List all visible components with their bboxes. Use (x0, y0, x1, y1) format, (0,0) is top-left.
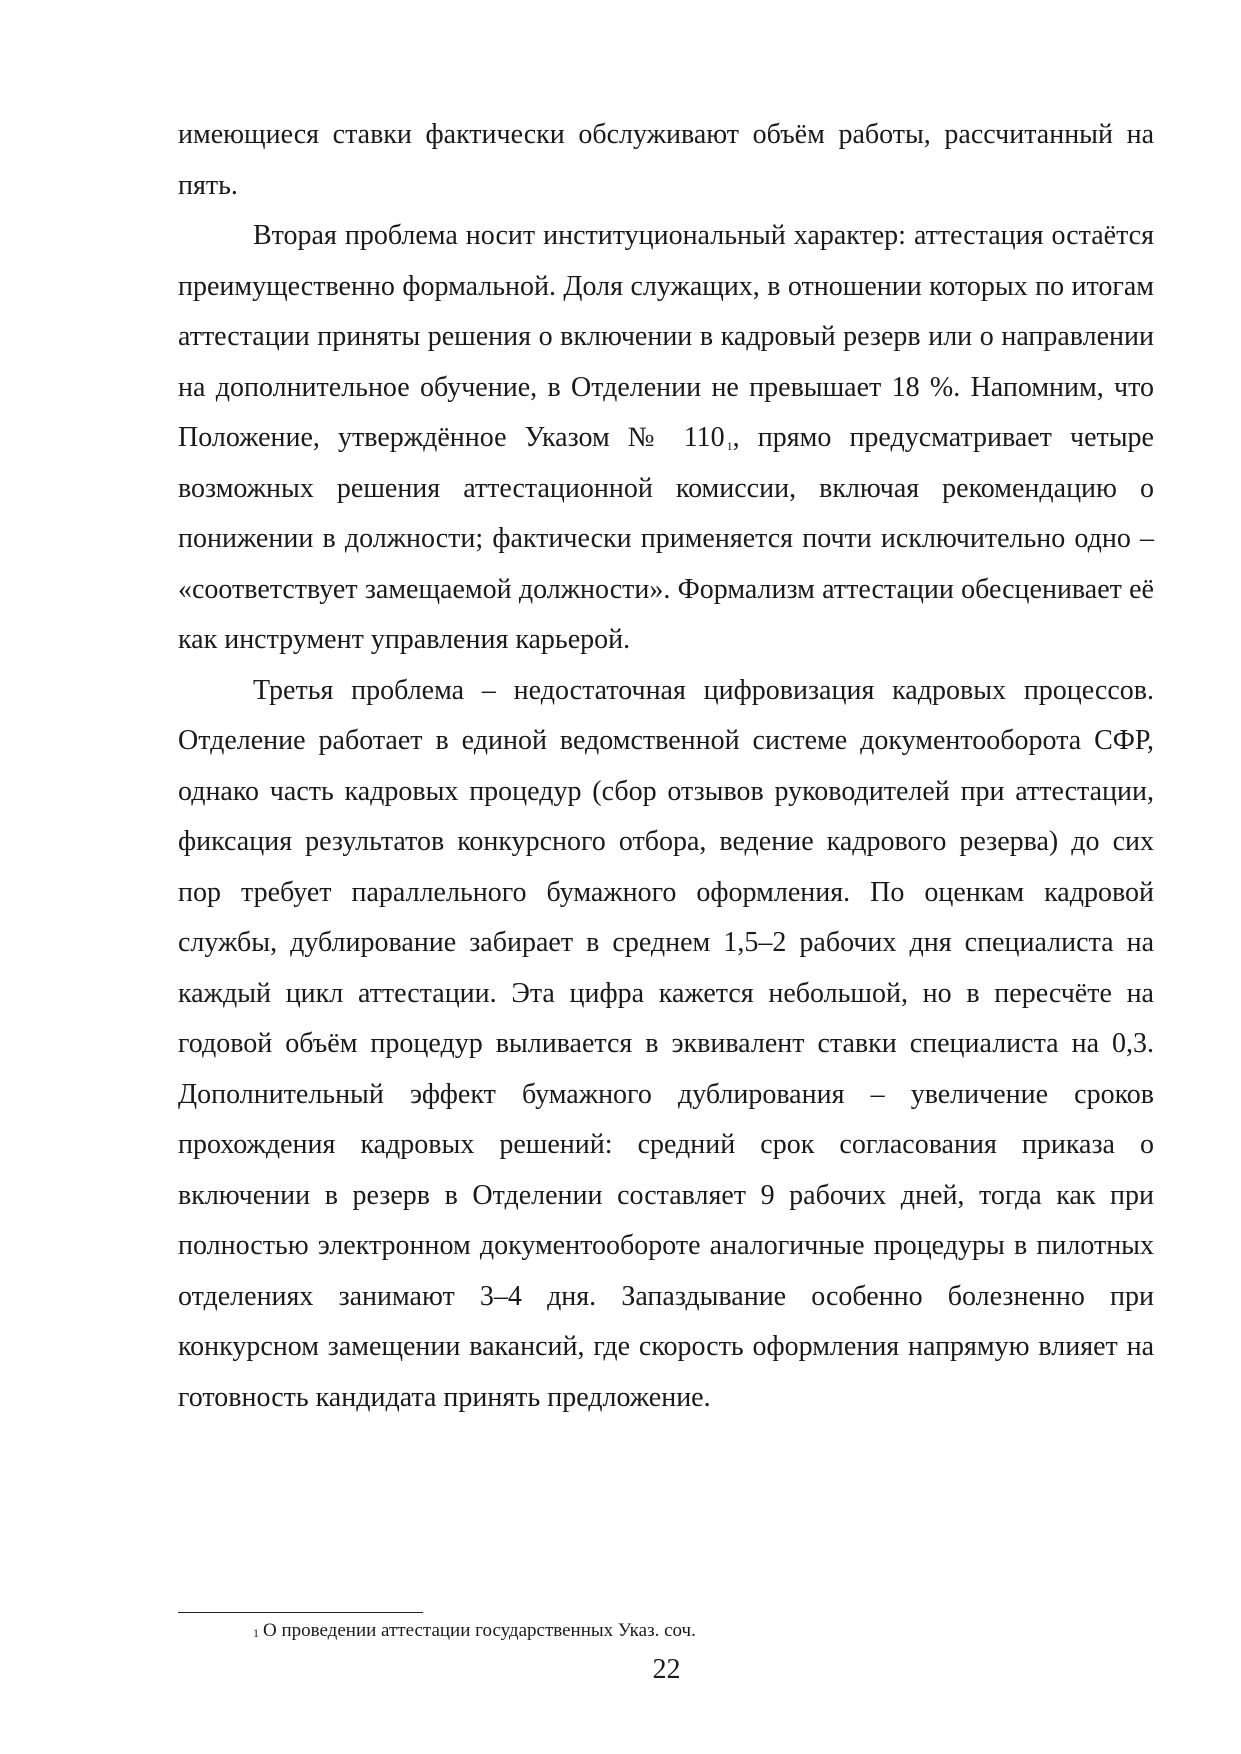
footnote-mark: 1 (253, 1626, 259, 1640)
paragraph-second-problem (178, 211, 1154, 666)
footnote-text: О проведении аттестации государственных Указ. соч. (263, 1620, 696, 1641)
footnote-reference[interactable]: 1 (726, 439, 733, 453)
paragraph-text-part: Вторая проблема носит институциональный характер: аттестация остаётся преимущественно формальной. Доля служащих, в отношении которых по итогам аттестации приняты решения о включении в кадровый резерв или о направлении на дополнительное обучение, в Отделении не превышает 18 %. Напомним, что Положение, утверждённое Указом № 110 (178, 220, 1154, 453)
paragraph-continuation: имеющиеся ставки фактически обслуживают объём работы, рассчитанный на пять. (178, 119, 1154, 201)
footnote (253, 1618, 1153, 1644)
page-number: 22 (652, 1654, 681, 1685)
body-text (178, 110, 1154, 1423)
paragraph-text-part: , прямо предусматривает четыре возможных решения аттестационной комиссии, включая рекомендацию о понижении в должности; фактически применяется почти исключительно одно – «соответствует замещаемой должности». Формализм аттестации обесценивает её как инструмент управления карьерой. (178, 422, 1154, 655)
paragraph-third-problem: Третья проблема – недостаточная цифровизация кадровых процессов. Отделение работает в единой ведомственной системе документооборота СФР, однако часть кадровых процедур (сбор отзывов руководителей при аттестации, фиксация результатов конкурсного отбора, ведение кадрового резерва) до сих пор требует параллельного бумажного оформления. По оценкам кадровой службы, дублирование забирает в среднем 1,5–2 рабочих дня специалиста на каждый цикл аттестации. Эта цифра кажется небольшой, но в пересчёте на годовой объём процедур выливается в эквивалент ставки специалиста на 0,3. Дополнительный эффект бумажного дублирования – увеличение сроков прохождения кадровых решений: средний срок согласования приказа о включении в резерв в Отделении составляет 9 рабочих дней, тогда как при полностью электронном документообороте аналогичные процедуры в пилотных отделениях занимают 3–4 дня. Запаздывание особенно болезненно при конкурсном замещении вакансий, где скорость оформления напрямую влияет на готовность кандидата принять предложение. (178, 674, 1154, 1413)
footnote-separator (178, 1612, 423, 1613)
